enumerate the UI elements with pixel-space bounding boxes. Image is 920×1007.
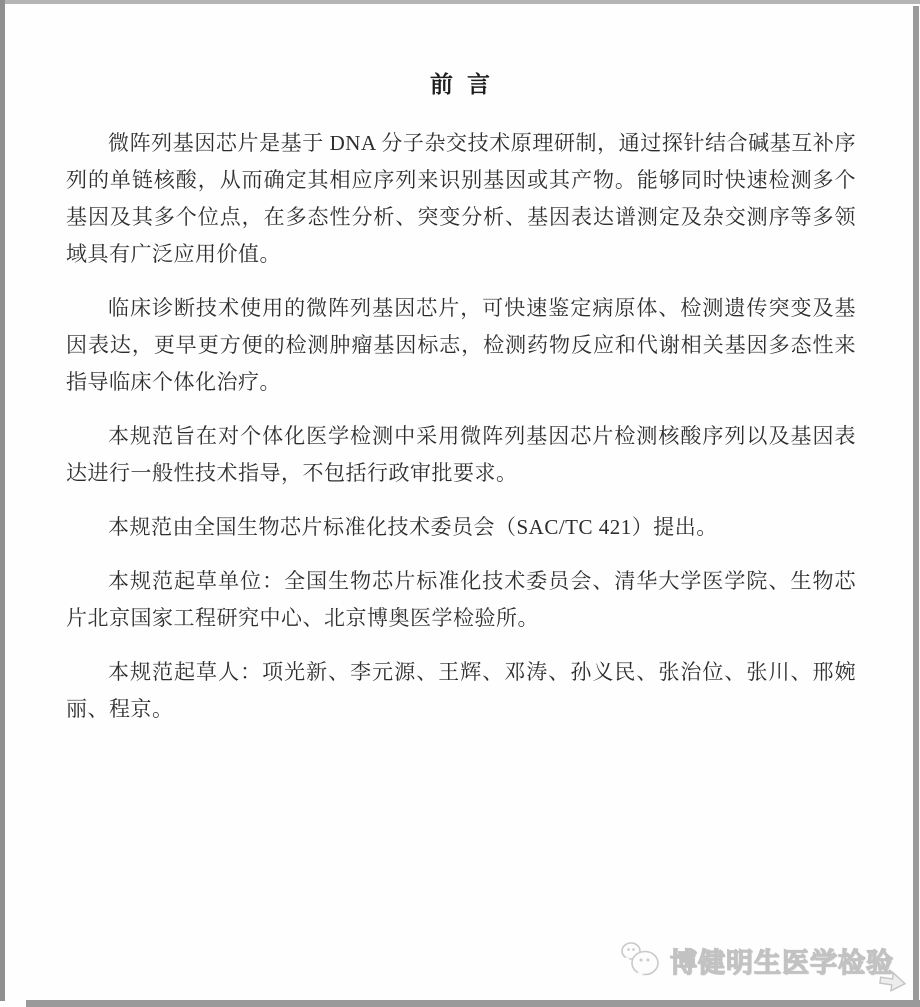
paragraph-proposed-by: 本规范由全国生物芯片标准化技术委员会（SAC/TC 421）提出。	[108, 515, 718, 539]
paragraph-scope: 本规范旨在对个体化医学检测中采用微阵列基因芯片检测核酸序列以及基因表达进行一般性技术指导，不包括行政审批要求。	[66, 424, 856, 485]
watermark-text: 博健明生医学检验	[670, 947, 894, 978]
watermark	[618, 939, 894, 981]
document-body	[0, 125, 920, 728]
paragraph-drafters: 本规范起草人：项光新、李元源、王辉、邓涛、孙义民、张治位、张川、邢婉丽、程京。	[66, 660, 856, 721]
cursor-arrow-icon	[878, 970, 908, 996]
page-border-top	[0, 0, 920, 4]
paragraph-drafting-units: 本规范起草单位：全国生物芯片标准化技术委员会、清华大学医学院、生物芯片北京国家工程研究中心、北京博奥医学检验所。	[66, 569, 856, 630]
page-border-right	[913, 6, 919, 1007]
page-title: 前言	[430, 72, 504, 97]
paragraph-intro-microarray: 微阵列基因芯片是基于 DNA 分子杂交技术原理研制，通过探针结合碱基互补序列的单链核酸，从而确定其相应序列来识别基因或其产物。能够同时快速检测多个基因及其多个位点，在多态性分析、突变分析、基因表达谱测定及杂交测序等多领域具有广泛应用价值。	[66, 131, 856, 266]
page-border-left	[0, 0, 5, 1001]
page-border-bottom	[26, 1000, 920, 1007]
paragraph-clinical-use: 临床诊断技术使用的微阵列基因芯片，可快速鉴定病原体、检测遗传突变及基因表达，更早更方便的检测肿瘤基因标志，检测药物反应和代谢相关基因多态性来指导临床个体化治疗。	[66, 296, 856, 394]
chat-bubbles-logo-icon	[618, 939, 664, 981]
